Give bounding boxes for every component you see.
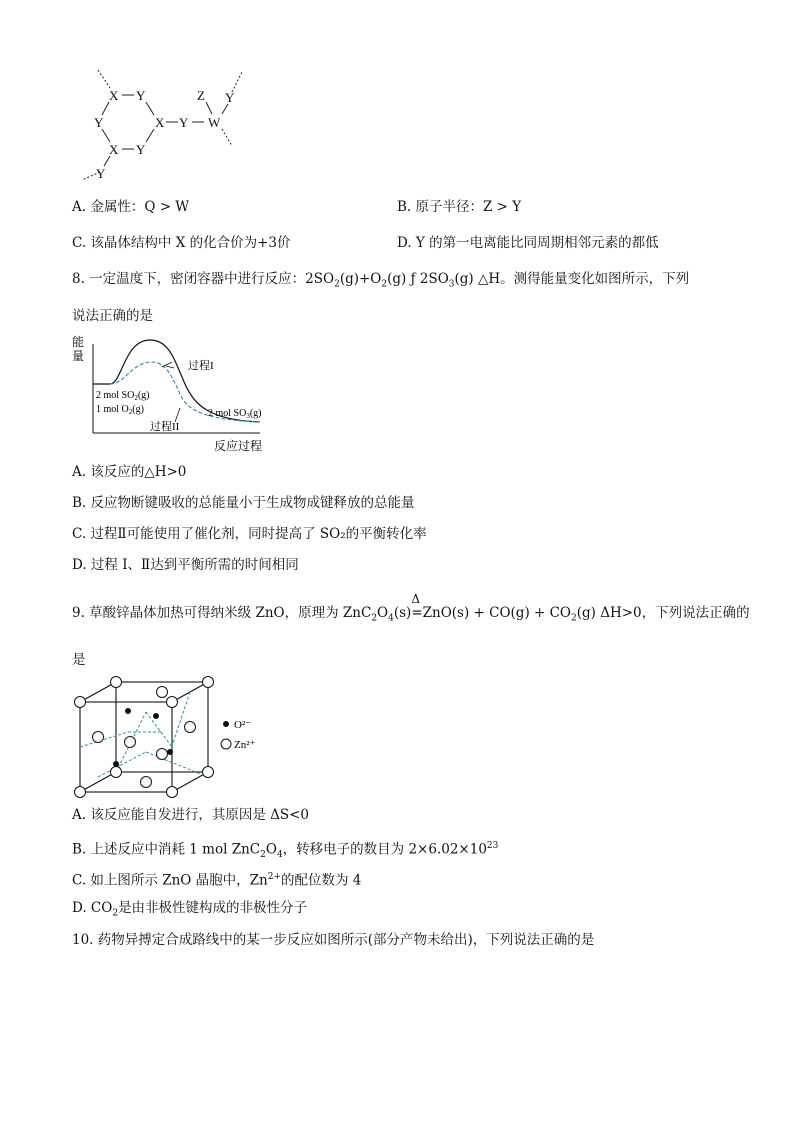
q9-option-c[interactable]: C. 如上图所示 ZnO 晶胞中，$Zn^{2+}$的配位数为 4 bbox=[72, 872, 362, 889]
ylabel-2: 量 bbox=[72, 349, 85, 363]
q8-option-b[interactable]: B. 反应物断键吸收的总能量小于生成物成键释放的总能量 bbox=[72, 495, 415, 511]
legend-o-marker bbox=[223, 721, 229, 727]
reactant-1-label: 2 mol $SO_2(g)$ bbox=[96, 390, 150, 402]
atom-x: X bbox=[155, 115, 165, 130]
q9-option-b[interactable]: B. 上述反应中消耗 1 mol $ZnC_2O_4$，转移电子的数目为 $2\times 6.02\times 10^{23}$ bbox=[72, 841, 499, 861]
zn-ion bbox=[185, 722, 196, 733]
product-label: 2 mol $SO_3(g)$ bbox=[208, 408, 262, 420]
q10-stem: 10. 药物异搏定合成路线中的某一步反应如图所示(部分产物未给出)，下列说法正确的是 bbox=[72, 932, 595, 948]
curve-1-label: 过程I bbox=[188, 360, 214, 372]
atom-y: Y bbox=[96, 166, 106, 181]
atom-y: Y bbox=[179, 115, 189, 130]
atom-y: Y bbox=[94, 115, 104, 130]
q9-stem-line2: 是 bbox=[72, 652, 86, 668]
q8-stem: 8. 一定温度下，密闭容器中进行反应：$2SO_2(g)+O_2(g)$ ƒ $2SO_3(g)$ △H。测得能量变化如图所示，下列 bbox=[72, 271, 690, 290]
q8-energy-diagram bbox=[70, 332, 280, 454]
q7-structure-diagram bbox=[80, 62, 260, 184]
ylabel-1: 能 bbox=[72, 335, 85, 349]
atom-y: Y bbox=[136, 88, 146, 103]
q7-option-b[interactable]: B. 原子半径：Z > Y bbox=[397, 199, 522, 215]
zn-ion bbox=[125, 737, 136, 748]
q7-option-d[interactable]: D. Y 的第一电离能比同周期相邻元素的都低 bbox=[397, 235, 659, 251]
atom-y: Y bbox=[225, 90, 235, 105]
q8-stem-line2: 说法正确的是 bbox=[72, 308, 153, 324]
o-ion bbox=[113, 761, 119, 767]
q7-option-a[interactable]: A. 金属性：Q > W bbox=[72, 199, 190, 215]
q7-option-c[interactable]: C. 该晶体结构中 X 的化合价为+3价 bbox=[72, 235, 291, 251]
atom-z: Z bbox=[197, 88, 205, 103]
o-ion bbox=[153, 713, 159, 719]
zn-ion bbox=[75, 787, 86, 798]
q9-option-a[interactable]: A. 该反应能自发进行，其原因是 ΔS<0 bbox=[72, 807, 310, 823]
legend-zn-marker bbox=[221, 739, 231, 749]
zn-ion bbox=[167, 697, 178, 708]
q8-option-c[interactable]: C. 过程Ⅱ可能使用了催化剂，同时提高了 SO₂的平衡转化率 bbox=[72, 526, 427, 542]
atom-w: W bbox=[208, 115, 221, 130]
legend-o-label: O²⁻ bbox=[234, 719, 252, 731]
q9-zno-unit-cell bbox=[70, 674, 270, 798]
zn-ion bbox=[203, 767, 214, 778]
curve-2-label: 过程II bbox=[150, 421, 180, 433]
zn-ion bbox=[167, 787, 178, 798]
atom-x: X bbox=[109, 88, 119, 103]
zn-ion bbox=[157, 687, 168, 698]
zn-ion bbox=[203, 677, 214, 688]
zn-ion bbox=[75, 697, 86, 708]
zn-ion bbox=[111, 767, 122, 778]
atom-x: X bbox=[109, 142, 119, 157]
zn-ion bbox=[141, 777, 152, 788]
reactant-2-label: 1 mol $O_2(g)$ bbox=[96, 404, 144, 416]
zn-ion bbox=[111, 677, 122, 688]
xlabel: 反应过程 bbox=[214, 439, 263, 453]
zn-ion bbox=[93, 732, 104, 743]
q9-stem: 9. 草酸锌晶体加热可得纳米级 ZnO，原理为 $ZnC_2O_4(s)$ Δ $=ZnO(s) + CO(g) + CO_2(g)$ ΔH>0，下列说法正确的 bbox=[72, 592, 750, 624]
heat-symbol: Δ bbox=[411, 592, 420, 606]
o-ion bbox=[125, 708, 131, 714]
legend-zn-label: Zn²⁺ bbox=[234, 739, 256, 751]
q8-option-a[interactable]: A. 该反应的△H>0 bbox=[72, 464, 187, 480]
q9-option-d[interactable]: D. $CO_2$是由非极性键构成的非极性分子 bbox=[72, 900, 308, 919]
q8-option-d[interactable]: D. 过程 I、Ⅱ达到平衡所需的时间相同 bbox=[72, 557, 299, 573]
zn-ion bbox=[157, 749, 168, 760]
o-ion bbox=[167, 749, 173, 755]
atom-y: Y bbox=[136, 142, 146, 157]
